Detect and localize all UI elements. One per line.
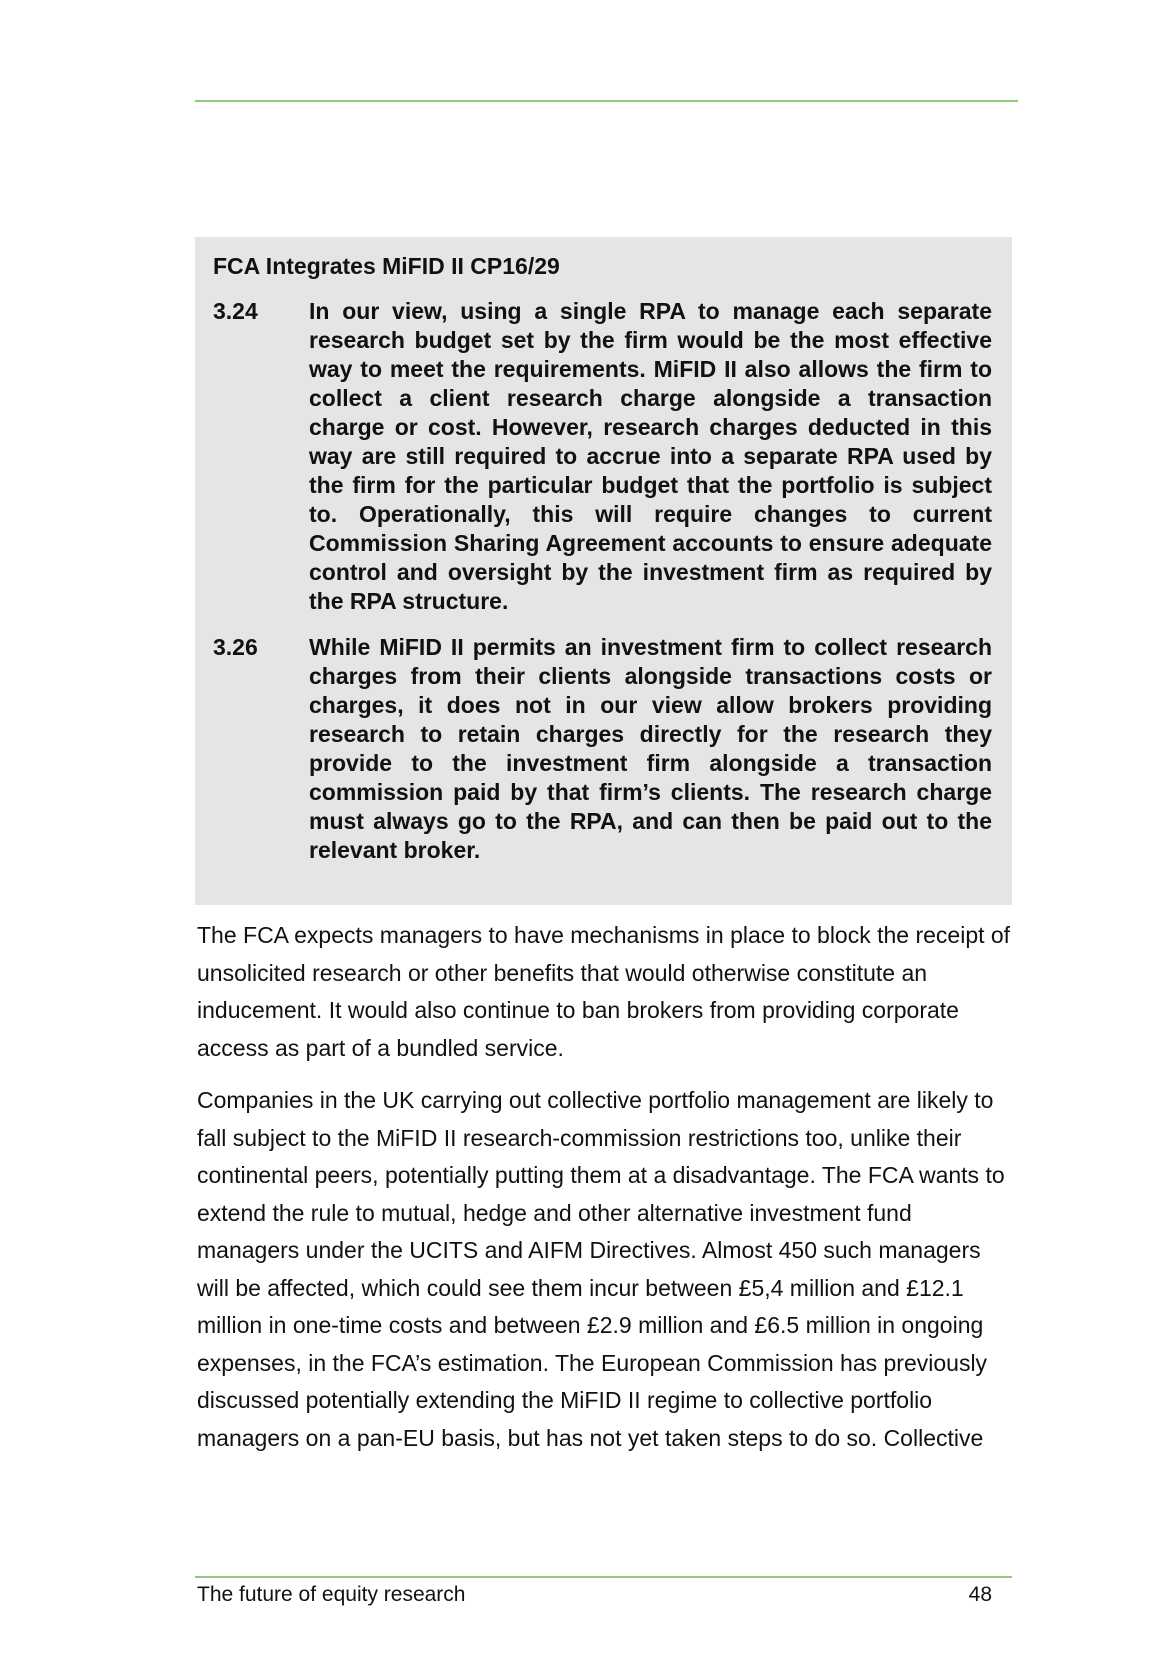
quote-paragraph xyxy=(213,633,992,865)
body-paragraph: The FCA expects managers to have mechanisms in place to block the receipt of unsolicited research or other benefits that would otherwise constitute an inducement. It would also continue to ban brokers from providing corporate access as part of a bundled service. xyxy=(197,922,1011,1061)
paragraph-text: While MiFID II permits an investment firm to collect research charges from their clients alongside transactions costs or charges, it does not in our view allow brokers providing research to retain charges directly for the research they provide to the investment firm alongside a transaction commission paid by that firm’s clients. The research charge must always go to the RPA, and can then be paid out to the relevant broker. xyxy=(309,634,992,863)
quote-box-title: FCA Integrates MiFID II CP16/29 xyxy=(213,253,560,279)
footer-document-title: The future of equity research xyxy=(197,1583,466,1606)
quote-paragraph xyxy=(213,297,992,616)
paragraph-number: 3.26 xyxy=(213,634,258,660)
body-text xyxy=(197,917,1012,1472)
quote-box xyxy=(195,237,1012,905)
paragraph-text: In our view, using a single RPA to manage each separate research budget set by the firm would be the most effective way to meet the requirements. MiFID II also allows the firm to collect a client research charge alongside a transaction charge or cost. However, research charges deducted in this way are still required to accrue into a separate RPA used by the firm for the particular budget that the portfolio is subject to. Operationally, this will require changes to current Commission Sharing Agreement accounts to ensure adequate control and oversight by the investment firm as required by the RPA structure. xyxy=(309,298,992,614)
header-divider xyxy=(195,100,1018,102)
body-paragraph: Companies in the UK carrying out collective portfolio management are likely to fall subject to the MiFID II research-commission restrictions too, unlike their continental peers, potentially putting them at a disadvantage. The FCA wants to extend the rule to mutual, hedge and other alternative investment fund managers under the UCITS and AIFM Directives. Almost 450 such managers will be affected, which could see them incur between £5,4 million and £12.1 million in one-time costs and between £2.9 million and £6.5 million in ongoing expenses, in the FCA’s estimation. The European Commission has previously discussed potentially extending the MiFID II regime to collective portfolio managers on a pan-EU basis, but has not yet taken steps to do so. Collective xyxy=(197,1087,1005,1451)
paragraph-number: 3.24 xyxy=(213,298,258,324)
footer-divider xyxy=(195,1576,1012,1578)
page-number: 48 xyxy=(968,1583,992,1606)
